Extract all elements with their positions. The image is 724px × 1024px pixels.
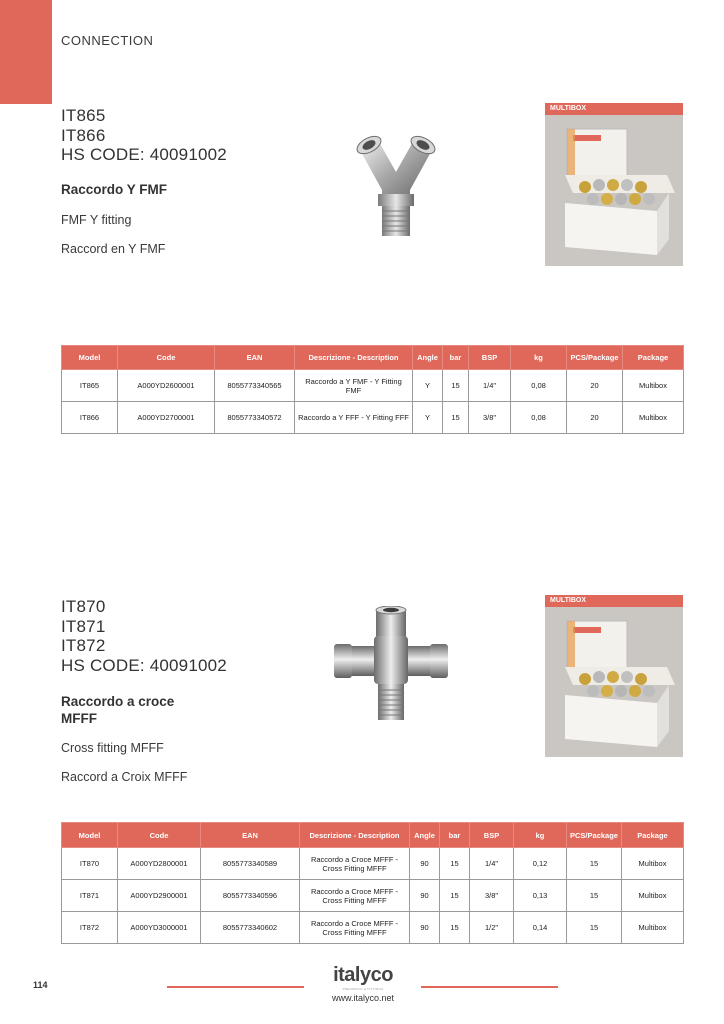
col-model: Model xyxy=(62,346,118,370)
col-package: Package xyxy=(622,823,684,848)
cell-bar: 15 xyxy=(440,880,470,912)
model-code: IT866 xyxy=(61,125,106,145)
cell-angle: Y xyxy=(413,402,443,434)
cell-bsp: 1/4" xyxy=(469,370,511,402)
cell-pcs: 20 xyxy=(567,402,623,434)
section-title: CONNECTION xyxy=(61,33,154,48)
multibox-label: MULTIBOX xyxy=(545,103,683,115)
cell-package: Multibox xyxy=(623,402,684,434)
col-ean: EAN xyxy=(201,823,300,848)
footer-divider-right xyxy=(421,986,558,988)
page-number: 114 xyxy=(33,980,48,990)
cell-model: IT872 xyxy=(62,912,118,944)
product-1-codes xyxy=(61,106,227,165)
table-header-row xyxy=(62,346,684,370)
cell-angle: 90 xyxy=(410,912,440,944)
cell-angle: 90 xyxy=(410,848,440,880)
multibox-label: MULTIBOX xyxy=(545,595,683,607)
cell-code: A000YD2900001 xyxy=(118,880,201,912)
product-2-name-fr: Raccord a Croix MFFF xyxy=(61,770,188,784)
col-bar: bar xyxy=(440,823,470,848)
cell-ean: 8055773340589 xyxy=(201,848,300,880)
cell-angle: Y xyxy=(413,370,443,402)
cell-pcs: 15 xyxy=(567,848,622,880)
footer-divider-left xyxy=(167,986,304,988)
product-1-name-it: Raccordo Y FMF xyxy=(61,182,168,197)
website-url: www.italyco.net xyxy=(331,993,395,1003)
col-bsp: BSP xyxy=(470,823,514,848)
corner-tab xyxy=(0,0,52,104)
product-2-codes xyxy=(61,597,227,675)
col-description: Descrizione - Description xyxy=(300,823,410,848)
cell-model: IT866 xyxy=(62,402,118,434)
cell-bsp: 3/8" xyxy=(470,880,514,912)
col-bar: bar xyxy=(443,346,469,370)
product-2-name-it xyxy=(61,693,174,727)
cell-pcs: 15 xyxy=(567,880,622,912)
cross-fitting-image xyxy=(330,606,452,724)
col-kg: kg xyxy=(514,823,567,848)
cell-kg: 0,13 xyxy=(514,880,567,912)
cell-ean: 8055773340572 xyxy=(215,402,295,434)
cell-angle: 90 xyxy=(410,880,440,912)
cell-package: Multibox xyxy=(622,880,684,912)
table-row xyxy=(62,370,684,402)
cell-code: A000YD3000001 xyxy=(118,912,201,944)
cell-ean: 8055773340596 xyxy=(201,880,300,912)
cell-pcs: 15 xyxy=(567,912,622,944)
table-row xyxy=(62,880,684,912)
cell-ean: 8055773340565 xyxy=(215,370,295,402)
brand-logo xyxy=(328,964,398,991)
cell-bar: 15 xyxy=(440,848,470,880)
col-angle: Angle xyxy=(410,823,440,848)
cell-description: Raccordo a Croce MFFF - Cross Fitting MFFF xyxy=(300,912,410,944)
table-header-row xyxy=(62,823,684,848)
multibox-photo-1 xyxy=(545,103,683,266)
col-ean: EAN xyxy=(215,346,295,370)
col-angle: Angle xyxy=(413,346,443,370)
cell-bar: 15 xyxy=(443,370,469,402)
model-code: IT870 xyxy=(61,597,106,616)
table-row xyxy=(62,848,684,880)
col-code: Code xyxy=(118,823,201,848)
product-1-name-fr: Raccord en Y FMF xyxy=(61,242,166,256)
cell-model: IT870 xyxy=(62,848,118,880)
logo-tagline: PNEUMATIC & FITTINGS xyxy=(342,987,384,991)
cell-bar: 15 xyxy=(443,402,469,434)
cell-package: Multibox xyxy=(623,370,684,402)
hs-code: HS CODE: 40091002 xyxy=(61,655,227,675)
cell-bsp: 1/2" xyxy=(470,912,514,944)
col-kg: kg xyxy=(511,346,567,370)
cell-pcs: 20 xyxy=(567,370,623,402)
cell-ean: 8055773340602 xyxy=(201,912,300,944)
cell-code: A000YD2700001 xyxy=(118,402,215,434)
cell-bar: 15 xyxy=(440,912,470,944)
cell-description: Raccordo a Croce MFFF - Cross Fitting MFFF xyxy=(300,848,410,880)
col-pcs-package: PCS/Package xyxy=(567,346,623,370)
cell-package: Multibox xyxy=(622,912,684,944)
product-2-name-en: Cross fitting MFFF xyxy=(61,741,164,755)
cell-code: A000YD2600001 xyxy=(118,370,215,402)
hs-code: HS CODE: 40091002 xyxy=(61,145,227,164)
col-model: Model xyxy=(62,823,118,848)
col-pcs-package: PCS/Package xyxy=(567,823,622,848)
spec-table-2 xyxy=(61,822,684,944)
cell-description: Raccordo a Y FMF - Y Fitting FMF xyxy=(295,370,413,402)
multibox-image xyxy=(545,607,683,757)
cell-kg: 0,08 xyxy=(511,402,567,434)
product-1-name-en: FMF Y fitting xyxy=(61,213,132,227)
cell-code: A000YD2800001 xyxy=(118,848,201,880)
y-fitting-image xyxy=(340,132,450,242)
name-it-line: Raccordo a croce xyxy=(61,694,175,709)
cell-model: IT865 xyxy=(62,370,118,402)
spec-table-1 xyxy=(61,345,684,434)
model-code: IT872 xyxy=(61,636,106,655)
cell-package: Multibox xyxy=(622,848,684,880)
table-row xyxy=(62,402,684,434)
cell-model: IT871 xyxy=(62,880,118,912)
cell-bsp: 3/8" xyxy=(469,402,511,434)
multibox-photo-2 xyxy=(545,595,683,757)
name-it-line: MFFF xyxy=(61,711,97,726)
model-code: IT871 xyxy=(61,616,106,636)
logo-text: italyco xyxy=(333,964,393,986)
col-description: Descrizione - Description xyxy=(295,346,413,370)
col-code: Code xyxy=(118,346,215,370)
cell-kg: 0,12 xyxy=(514,848,567,880)
cell-description: Raccordo a Y FFF - Y Fitting FFF xyxy=(295,402,413,434)
model-code: IT865 xyxy=(61,106,106,125)
cell-kg: 0,14 xyxy=(514,912,567,944)
col-package: Package xyxy=(623,346,684,370)
col-bsp: BSP xyxy=(469,346,511,370)
cell-kg: 0,08 xyxy=(511,370,567,402)
table-row xyxy=(62,912,684,944)
cell-description: Raccordo a Croce MFFF - Cross Fitting MFFF xyxy=(300,880,410,912)
multibox-image xyxy=(545,115,683,266)
cell-bsp: 1/4" xyxy=(470,848,514,880)
